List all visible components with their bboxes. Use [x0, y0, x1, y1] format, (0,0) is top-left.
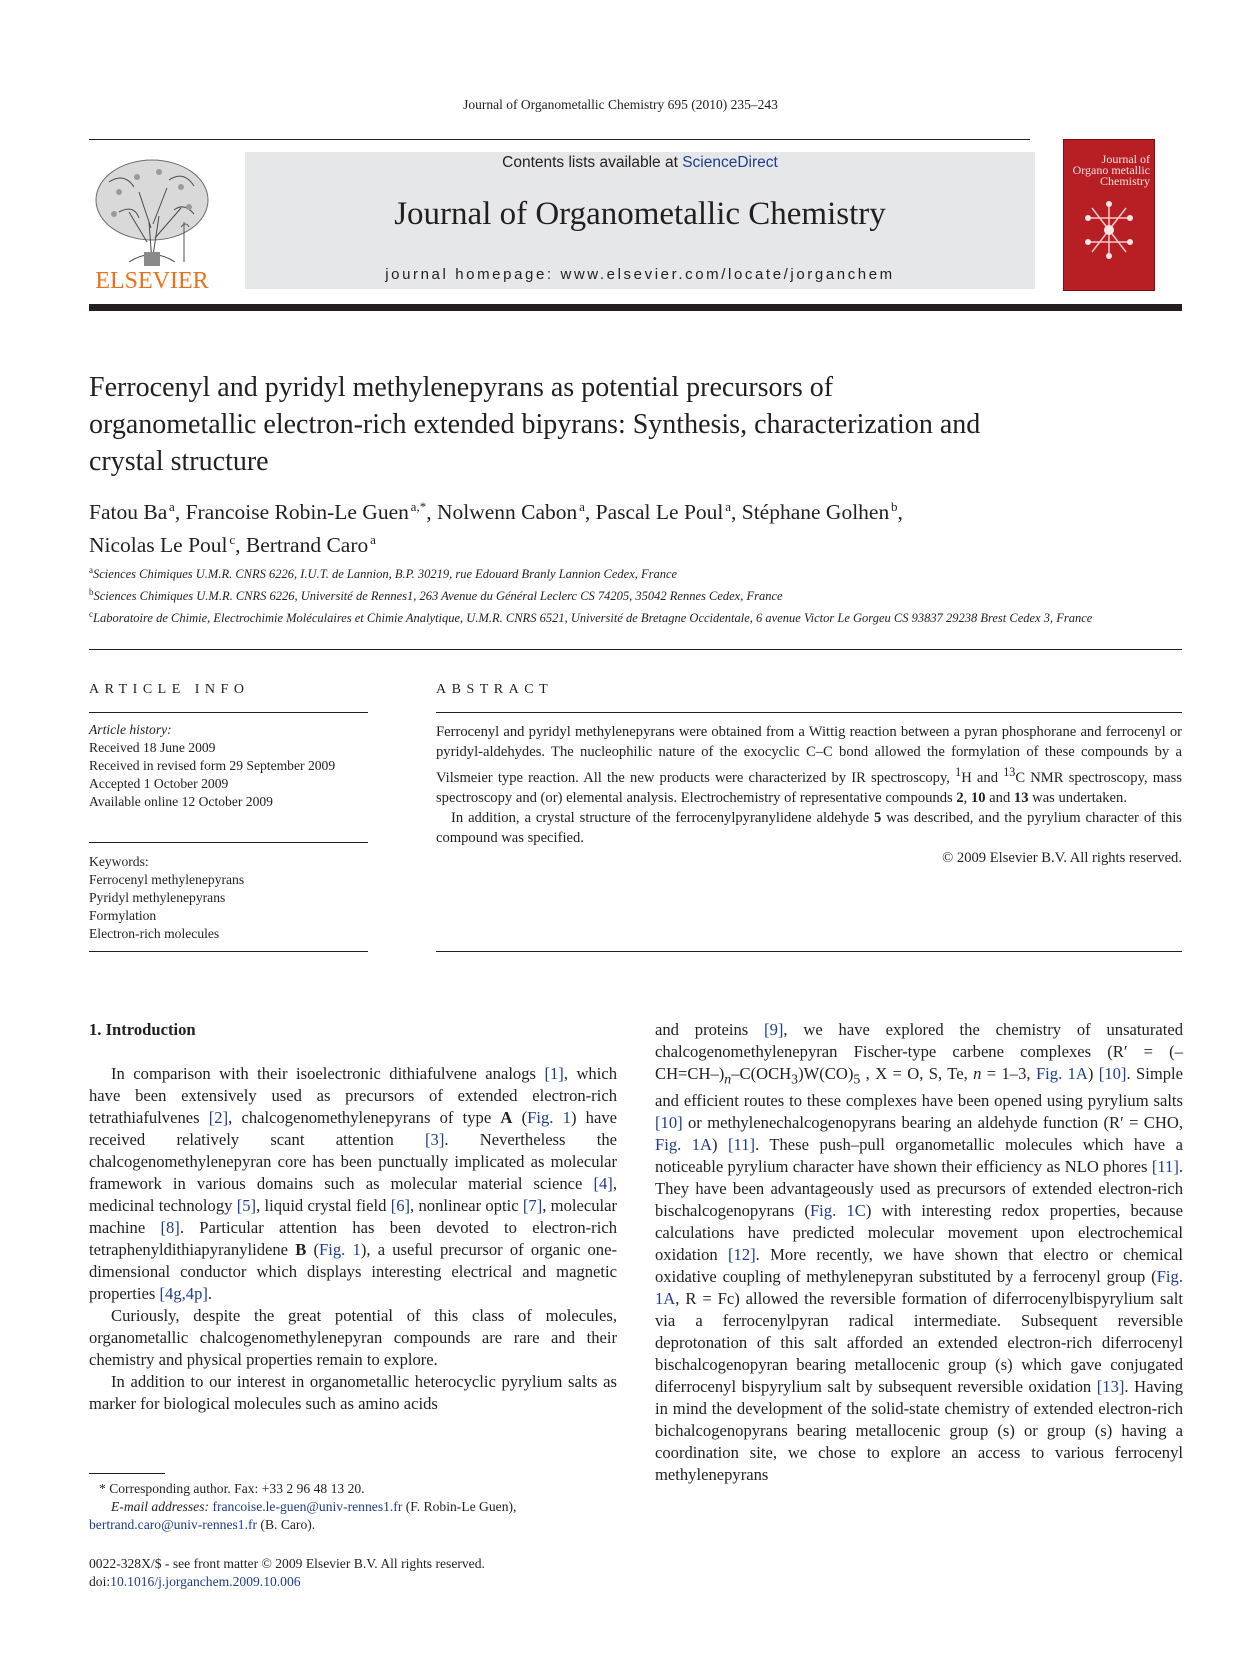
citation-link[interactable]: [10]: [655, 1113, 683, 1133]
figure-link[interactable]: Fig. 1A: [1035, 1064, 1088, 1083]
body-paragraph: In comparison with their isoelectronic dithiafulvene analogs [1], which have been extensively used as precursors of extended electron-rich tetrathiafulvenes [2], chalcogenomethylenepyrans of type A (Fig. 1) have received relatively scant attention [3]. Nevertheless the chalcogenomethylenepyran core has been punctually implicated as molecular framework in various domains such as molecular material science [4], medicinal technology [5], liquid crystal field [6], nonlinear optic [7], molecular machine [8]. Particular attention has been devoted to electron-rich tetraphenyldithiapyranylidene B (Fig. 1), a useful precursor of organic one-dimensional conductor which displays interesting electrical and magnetic properties [4g,4p].: [89, 1064, 618, 1303]
citation-link[interactable]: [9]: [764, 1020, 784, 1039]
abstract-paragraph: In addition, a crystal structure of the ferrocenylpyranylidene aldehyde 5 was described, and the pyrylium character of this compound was specified.: [436, 809, 1182, 846]
body-paragraph: In addition to our interest in organometallic heterocyclic pyrylium salts as marker for biological molecules such as amino acids: [89, 1372, 617, 1413]
header-thick-rule: [89, 304, 1182, 311]
keyword: Ferrocenyl methylenepyrans: [89, 872, 245, 887]
elsevier-wordmark: ELSEVIER: [95, 268, 209, 294]
contents-available-line: [245, 154, 1035, 172]
figure-link[interactable]: Fig. 1: [319, 1240, 361, 1259]
citation-link[interactable]: [12]: [728, 1245, 756, 1265]
copyright-line: © 2009 Elsevier B.V. All rights reserved.: [942, 849, 1182, 866]
citation-link[interactable]: [8]: [160, 1218, 180, 1237]
affil-text: Laboratoire de Chimie, Electrochimie Moléculaires et Chimie Analytique, U.M.R. CNRS 6521, Université de Bretagne Occidentale, 6 avenue Victor Le Gorgeu CS 93837 29238 Brest Cedex 3, France: [93, 611, 1093, 626]
author-name: Nolwenn Cabon: [436, 500, 578, 525]
divider: [436, 951, 1182, 952]
article-history: [89, 721, 369, 811]
author-affil-mark[interactable]: b: [891, 499, 898, 514]
citation-link[interactable]: [3]: [425, 1130, 445, 1149]
divider: [89, 951, 368, 952]
divider: [89, 712, 368, 713]
keyword: Electron-rich molecules: [89, 926, 220, 941]
divider: [89, 842, 368, 843]
author-affil-mark[interactable]: a: [579, 499, 585, 514]
citation-link[interactable]: [10]: [1098, 1064, 1127, 1083]
citation-link[interactable]: [5]: [236, 1196, 257, 1215]
divider: [436, 712, 1182, 713]
section-heading: 1. Introduction: [89, 1020, 196, 1039]
author-affil-mark[interactable]: a: [370, 532, 376, 548]
contents-prefix: Contents lists available at: [502, 154, 683, 171]
article-info-heading: ARTICLE INFO: [89, 682, 250, 697]
keyword: Formylation: [89, 908, 157, 923]
doi-line: doi:10.1016/j.jorganchem.2009.10.006: [89, 1574, 301, 1589]
issn-line: 0022-328X/$ - see front matter © 2009 Elsevier B.V. All rights reserved.: [89, 1556, 485, 1571]
affiliations: [89, 561, 1182, 627]
received-date: Received 18 June 2009: [89, 740, 216, 755]
accepted-date: Accepted 1 October 2009: [89, 776, 229, 791]
author-affil-mark[interactable]: a: [725, 499, 731, 514]
citation-link[interactable]: [2]: [208, 1108, 229, 1127]
author-affil-mark[interactable]: a: [169, 499, 175, 514]
figure-link[interactable]: Fig. 1C: [809, 1201, 866, 1221]
citation-link[interactable]: [7]: [522, 1196, 543, 1215]
author-affil-mark[interactable]: c: [229, 532, 236, 548]
footnote: [89, 1480, 617, 1534]
citation-link[interactable]: [6]: [390, 1196, 411, 1215]
email-link[interactable]: francoise.le-guen@univ-rennes1.fr: [212, 1499, 403, 1514]
email-note: E-mail addresses: francoise.le-guen@univ-rennes1.fr (F. Robin-Le Guen), bertrand.caro@univ-rennes1.fr (B. Caro).: [89, 1499, 517, 1532]
keywords: [89, 853, 369, 943]
author-list: Fatou Ba $^a$, Francoise Robin-Le Guen $^{a,*}$, Nolwenn Cabon $^a$, Pascal Le Poul $^a$, Stéphane Golhen $^b$, Nicolas Le Poul $^c$, Bertrand Caro $^a$: [89, 499, 903, 558]
keyword: Pyridyl methylenepyrans: [89, 890, 226, 905]
journal-homepage-line: [245, 266, 1035, 283]
molecule-icon: [1082, 200, 1136, 260]
doi-link[interactable]: 10.1016/j.jorganchem.2009.10.006: [110, 1574, 301, 1589]
author-name: Fatou Ba: [89, 500, 168, 525]
sciencedirect-link[interactable]: ScienceDirect: [682, 154, 778, 171]
figure-link[interactable]: Fig. 1A: [655, 1135, 713, 1155]
body-paragraph: and proteins [9], we have explored the chemistry of unsaturated chalcogenomethylenepyran Fischer-type carbene complexes ($R' = (-CH=CH-)_n-C(OCH_3)W(CO)_5$ , X = O, S, Te, n = 1–3, Fig. 1A) [10]. Simple and efficient routes to these complexes have been opened using pyrylium salts [10] or methylenechalcogenopyrans bearing an aldehyde function (R′ = CHO, Fig. 1A) [11]. These push–pull organometallic molecules which have a noticeable pyrylium character have shown their efficiency as NLO phores [11]. They have been advantageously used as precursors of extended electron-rich bischalcogenopyrans (Fig. 1C) with interesting redox properties, because calculations have predicted molecular movement upon electrochemical oxidation [12]. More recently, we have shown that electro or chemical oxidative coupling of methylenepyran substituted by a ferrocenyl group (Fig. 1A, R = Fc) allowed the reversible formation of diferrocenylbispyrylium salt via a ferrocenylpyran radical intermediate. Subsequent reversible deprotonation of this salt afforded an extended electron-rich diferrocenyl bischalcogenopyran bearing metallocenic group (s) which gave conjugated diferrocenyl bispyrylium salt by subsequent reversible oxidation [13]. Having in mind the development of the solid-state chemistry of extended electron-rich bichalcogenopyrans bearing metallocenic group (s) or group (s) having a coordination site, we chose to explore an access to various ferrocenyl methylenepyrans: [655, 1020, 1183, 1485]
abstract-heading: ABSTRACT: [436, 682, 554, 697]
bottom-notes: [89, 1555, 689, 1591]
homepage-link[interactable]: www.elsevier.com/locate/jorganchem: [560, 266, 895, 283]
figure-link[interactable]: Fig. 1: [527, 1108, 571, 1127]
affiliation-a: [89, 561, 1182, 583]
citation-link[interactable]: [4]: [593, 1174, 613, 1193]
author-name: Bertrand Caro: [245, 533, 369, 558]
author-name: Pascal Le Poul: [595, 500, 724, 525]
body-column-right: [655, 1019, 1183, 1486]
citation-link[interactable]: [1]: [544, 1064, 564, 1083]
body-paragraph: Curiously, despite the great potential of this class of molecules, organometallic chalcogenomethylenepyran compounds are rare and their chemistry and physical properties remain to explore.: [89, 1306, 617, 1369]
affil-text: Sciences Chimiques U.M.R. CNRS 6226, Université de Rennes1, 263 Avenue du Général Leclerc CS 74205, 35042 Rennes Cedex, France: [93, 589, 783, 604]
author-affil-mark[interactable]: a,*: [410, 499, 427, 514]
author-name: Francoise Robin-Le Guen: [185, 500, 409, 525]
article-title: Ferrocenyl and pyridyl methylenepyrans as potential precursors of organometallic electron-rich extended bipyrans: Synthesis, characterization and crystal structure: [89, 372, 981, 477]
keywords-label: Keywords:: [89, 854, 149, 869]
corresponding-author-note: * Corresponding author. Fax: +33 2 96 48 13 20.: [99, 1481, 365, 1496]
affil-mark: a: [89, 565, 93, 575]
abstract-body: [436, 722, 1182, 868]
email-link[interactable]: bertrand.caro@univ-rennes1.fr: [89, 1517, 258, 1532]
journal-banner: [245, 152, 1035, 289]
author-name: Stéphane Golhen: [741, 500, 890, 525]
abstract-paragraph: Ferrocenyl and pyridyl methylenepyrans were obtained from a Wittig reaction between a pyran phosphorane and ferrocenyl or pyridyl-aldehydes. The nucleophilic nature of the exocyclic C–C bond allowed the formylation of these compounds by a Vilsmeier type reaction. All the new products were characterized by IR spectroscopy, $^1$H and $^{13}$C NMR spectroscopy, mass spectroscopy and (or) elemental analysis. Electrochemistry of representative compounds 2, 10 and 13 was undertaken.: [436, 724, 1182, 806]
citation-link[interactable]: [13]: [1096, 1377, 1125, 1397]
cover-title: Journal of Organo metallic Chemistry: [1072, 152, 1150, 188]
author-name: Nicolas Le Poul: [89, 533, 228, 558]
journal-cover-image: [1063, 139, 1155, 291]
footnote-rule: [89, 1473, 165, 1474]
affil-text: Sciences Chimiques U.M.R. CNRS 6226, I.U.T. de Lannion, B.P. 30219, rue Edouard Branly Lannion Cedex, France: [93, 567, 678, 582]
revised-date: Received in revised form 29 September 2009: [89, 758, 336, 773]
citation-link[interactable]: [4g,4p]: [159, 1284, 208, 1303]
affiliation-c: [89, 605, 1182, 627]
divider: [89, 649, 1182, 650]
body-column-left: [89, 1019, 617, 1415]
affil-mark: b: [89, 587, 94, 598]
figure-link[interactable]: Fig. 1A: [655, 1267, 1183, 1309]
journal-citation-line: Journal of Organometallic Chemistry 695 (2010) 235–243: [463, 97, 778, 112]
journal-title: Journal of Organometallic Chemistry: [394, 196, 886, 232]
homepage-prefix: journal homepage:: [385, 266, 561, 283]
affiliation-b: [89, 583, 1182, 605]
top-rule: [89, 139, 1030, 140]
citation-link[interactable]: [11]: [728, 1135, 756, 1155]
online-date: Available online 12 October 2009: [89, 794, 273, 809]
affil-mark: c: [89, 609, 93, 620]
history-label: Article history:: [89, 722, 172, 737]
citation-link[interactable]: [11]: [1151, 1157, 1179, 1177]
